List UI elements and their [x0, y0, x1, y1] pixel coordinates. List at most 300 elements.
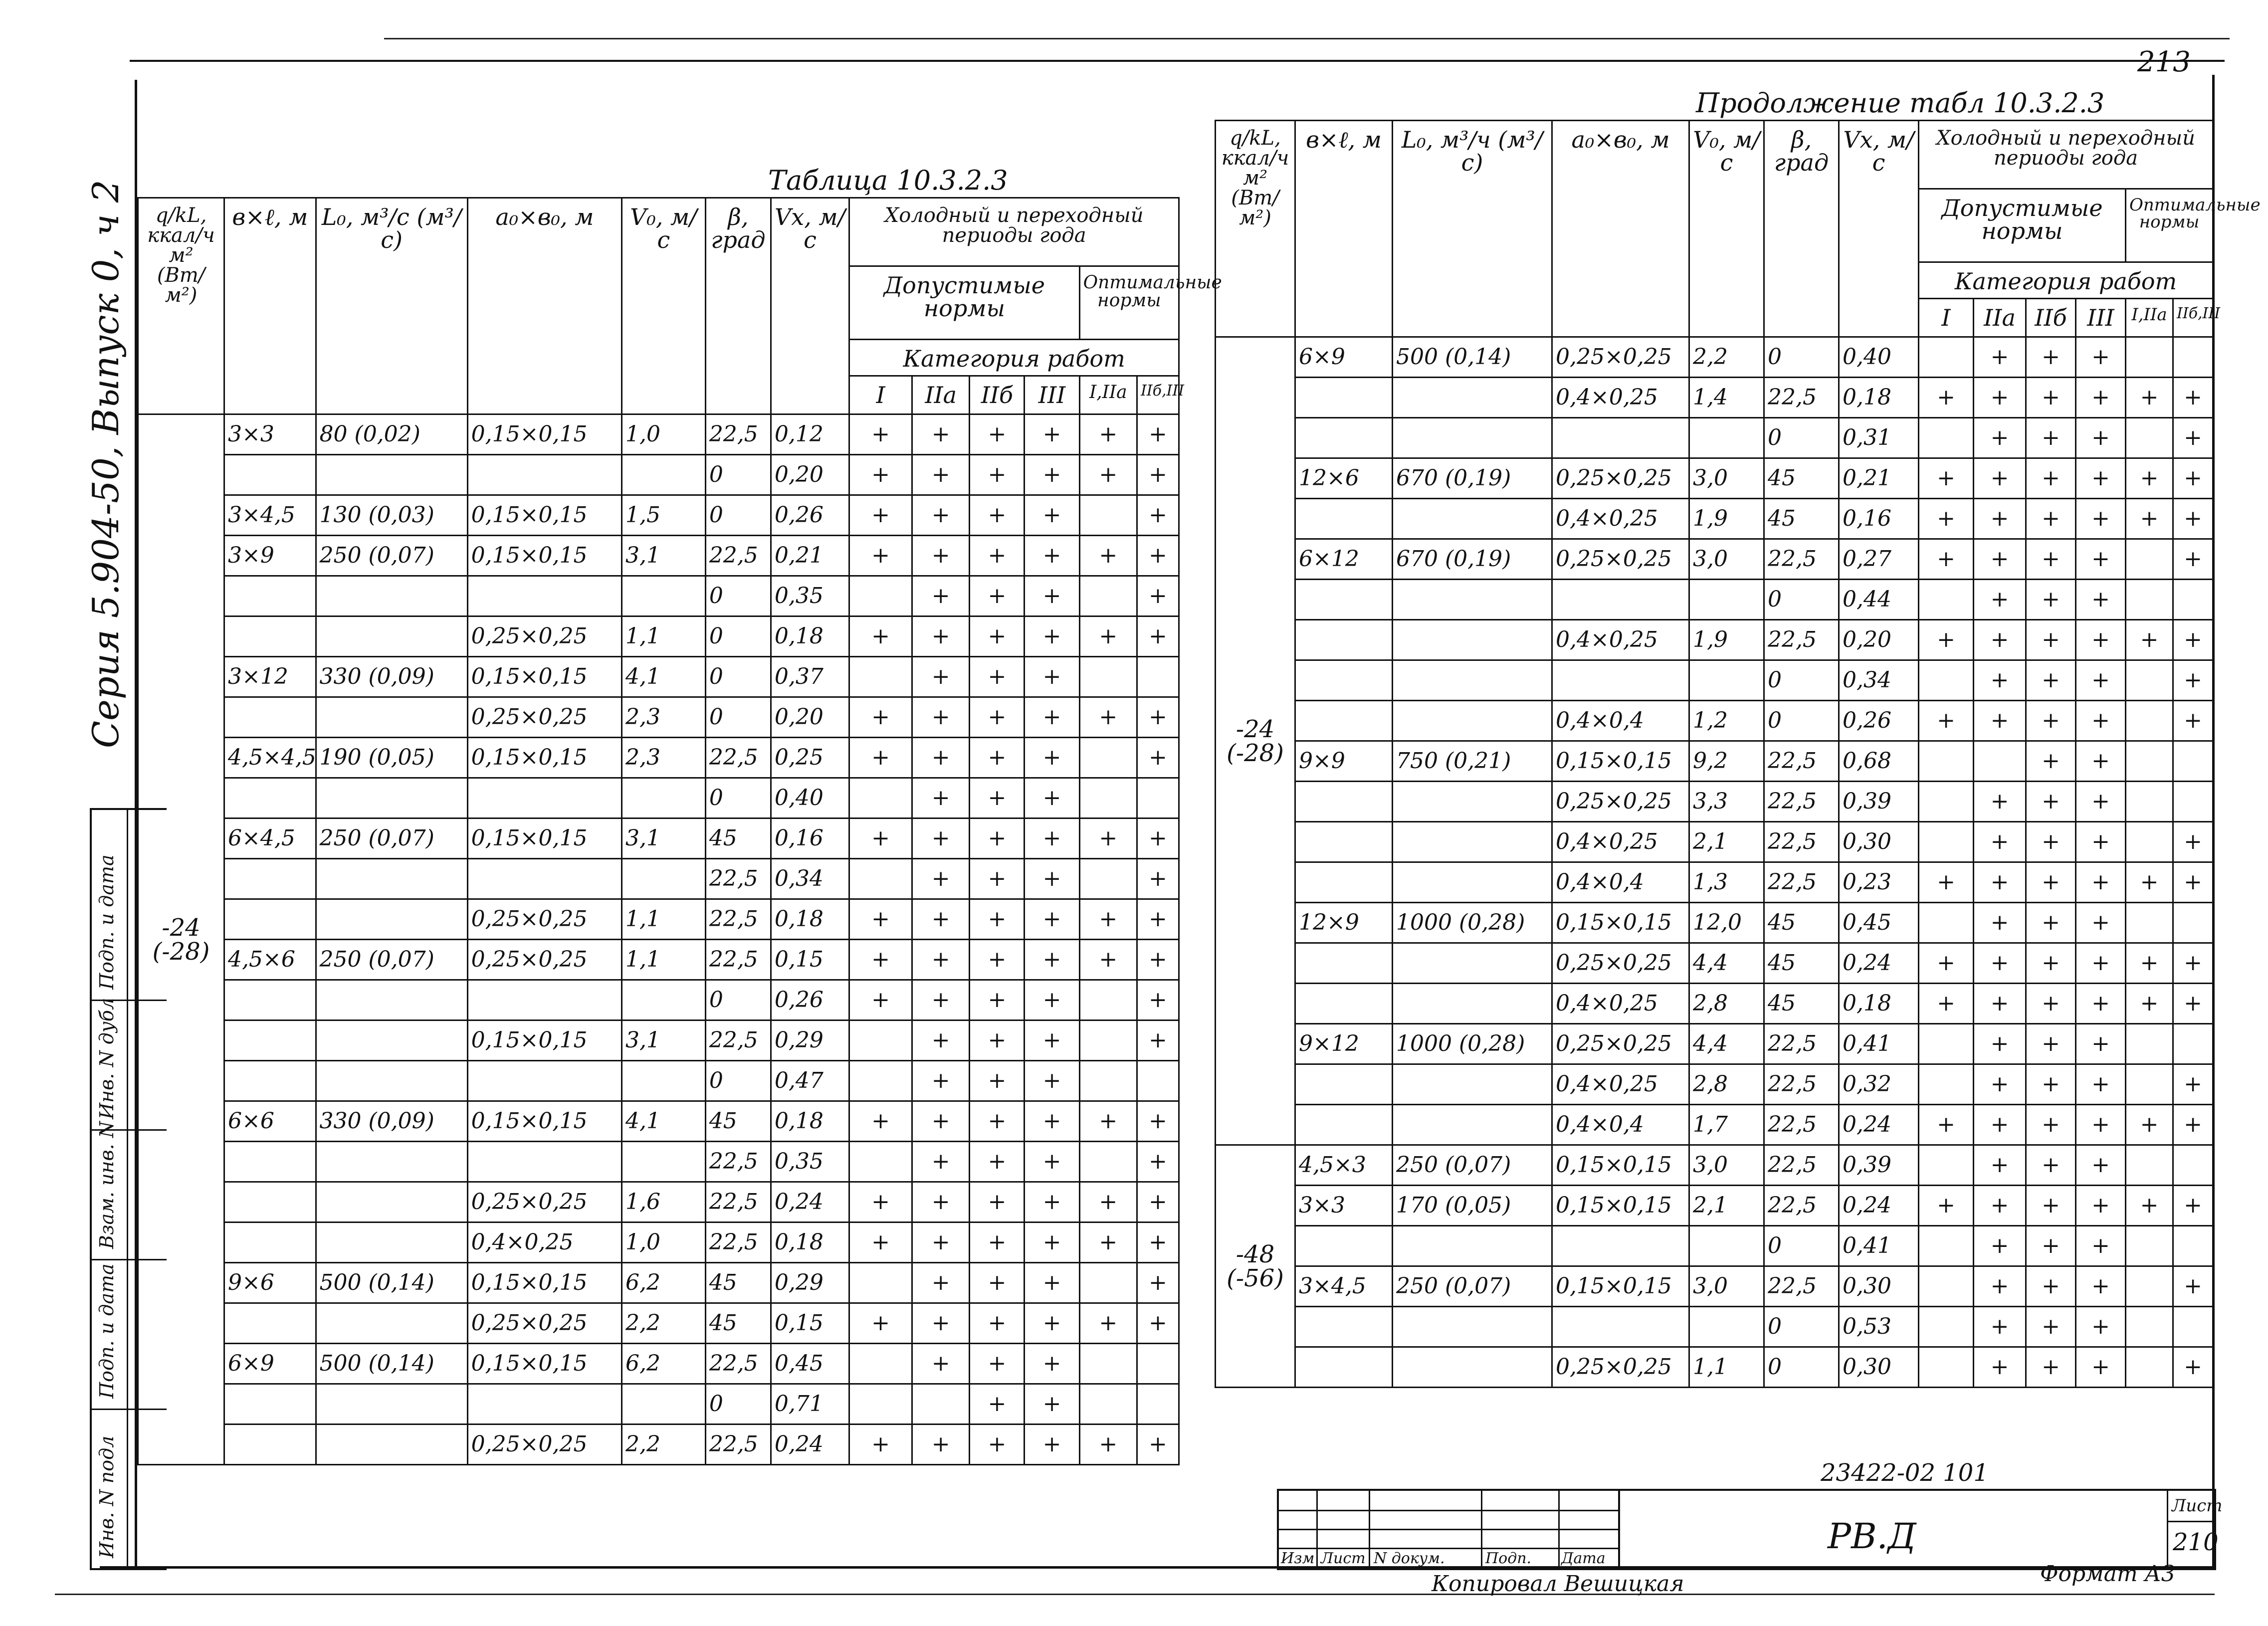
cell-v: 1,1	[622, 940, 706, 980]
cell-mark: +	[1137, 1182, 1179, 1222]
cell-mark	[2126, 822, 2173, 862]
cell-v: 2,2	[1689, 337, 1764, 378]
cell-bl	[224, 778, 316, 818]
cell-vx: 0,24	[1839, 1105, 1919, 1145]
cell-ab: 0,25×0,25	[467, 1303, 621, 1344]
cell-ab: 0,25×0,25	[467, 940, 621, 980]
cell-mark: +	[912, 778, 970, 818]
cell-mark: +	[2026, 580, 2076, 620]
cell-ab: 0,15×0,15	[467, 1020, 621, 1061]
cell-ab: 0,25×0,25	[1552, 1347, 1689, 1388]
cell-ab: 0,15×0,15	[467, 1263, 621, 1303]
cell-mark: +	[2126, 1105, 2173, 1145]
cell-bl	[224, 1222, 316, 1263]
header-period-right: Холодный и переходный периоды года	[1919, 121, 2213, 189]
cell-mark: +	[2173, 701, 2213, 741]
table-row	[1216, 782, 2213, 822]
cell-mark	[1974, 741, 2026, 782]
stamp-col-2: N докум.	[1374, 1550, 1445, 1567]
cell-mark: +	[1137, 940, 1179, 980]
cell-L	[1393, 822, 1552, 862]
cell-mark: +	[2173, 458, 2213, 499]
table-row	[138, 859, 1179, 899]
cell-vx: 0,41	[1839, 1024, 1919, 1064]
cell-mark: +	[2173, 1064, 2213, 1105]
cell-mark: +	[2026, 984, 2076, 1024]
cell-beta: 22,5	[705, 1182, 771, 1222]
cell-L	[316, 455, 467, 495]
cell-mark: +	[1974, 580, 2026, 620]
cell-mark	[1079, 738, 1137, 778]
cell-vx: 0,30	[1839, 1266, 1919, 1307]
table-row	[138, 536, 1179, 576]
cell-mark	[1919, 1347, 1974, 1388]
table-row	[1216, 499, 2213, 539]
cell-beta: 45	[1764, 458, 1839, 499]
cell-mark: +	[1137, 1263, 1179, 1303]
cell-beta: 22,5	[1764, 378, 1839, 418]
table-row	[138, 980, 1179, 1020]
cell-mark	[2126, 337, 2173, 378]
cell-bl	[1295, 499, 1393, 539]
cell-mark: +	[1025, 1061, 1079, 1101]
cell-ab: 0,15×0,15	[467, 536, 621, 576]
cell-beta: 22,5	[705, 1222, 771, 1263]
cell-vx: 0,27	[1839, 539, 1919, 580]
cell-L: 250 (0,07)	[316, 940, 467, 980]
cell-v: 1,9	[1689, 620, 1764, 660]
cell-mark: +	[2026, 1024, 2076, 1064]
cell-L	[1393, 1105, 1552, 1145]
cell-ab: 0,4×0,25	[467, 1222, 621, 1263]
right-data-table	[1215, 120, 2261, 1388]
header-v-right: V₀, м/с	[1689, 121, 1764, 337]
table-row	[1216, 1347, 2213, 1388]
cell-L	[1393, 660, 1552, 701]
cell-L	[1393, 782, 1552, 822]
cell-mark: +	[1919, 984, 1974, 1024]
cell-beta: 0	[705, 1061, 771, 1101]
cell-mark	[1919, 822, 1974, 862]
stamp-col-3: Подп.	[1485, 1550, 1532, 1567]
table-row	[1216, 378, 2213, 418]
cell-mark: +	[912, 818, 970, 859]
cell-mark: +	[1025, 1182, 1079, 1222]
cell-beta: 45	[1764, 903, 1839, 943]
cell-bl: 4,5×3	[1295, 1145, 1393, 1186]
cell-mark: +	[970, 940, 1025, 980]
cell-bl	[1295, 984, 1393, 1024]
table-row	[1216, 1266, 2213, 1307]
cell-vx: 0,18	[771, 1101, 849, 1142]
cell-mark	[2126, 741, 2173, 782]
cell-bl	[1295, 418, 1393, 458]
cell-mark: +	[1025, 899, 1079, 940]
cell-ab: 0,15×0,15	[467, 738, 621, 778]
table-row	[1216, 1064, 2213, 1105]
cell-mark: +	[1137, 697, 1179, 738]
cell-bl: 6×9	[1295, 337, 1393, 378]
header-allowed: Допустимые нормы	[849, 266, 1079, 340]
table-row	[138, 455, 1179, 495]
cell-mark: +	[1025, 940, 1079, 980]
cell-bl	[1295, 580, 1393, 620]
cell-L	[316, 1424, 467, 1465]
cell-mark: +	[970, 1222, 1025, 1263]
cell-ab: 0,15×0,15	[1552, 903, 1689, 943]
cell-mark: +	[2076, 1064, 2126, 1105]
cell-L: 80 (0,02)	[316, 414, 467, 455]
cell-vx: 0,37	[771, 657, 849, 697]
cell-beta: 22,5	[705, 414, 771, 455]
cell-mark: +	[912, 1182, 970, 1222]
cell-mark: +	[2076, 620, 2126, 660]
cell-vx: 0,31	[1839, 418, 1919, 458]
cell-beta: 22,5	[1764, 822, 1839, 862]
cell-v: 4,1	[622, 1101, 706, 1142]
series-side-label: Серия 5.904-50, Выпуск 0, ч 2	[85, 180, 127, 748]
cell-mark: +	[1025, 818, 1079, 859]
cell-mark	[1079, 1020, 1137, 1061]
cell-L	[316, 616, 467, 657]
cell-mark: +	[2126, 984, 2173, 1024]
side-stamp-label-2: Взам. инв. N	[96, 1121, 118, 1249]
cell-beta: 0	[1764, 701, 1839, 741]
cell-bl	[1295, 378, 1393, 418]
cell-bl	[224, 1303, 316, 1344]
cell-bl	[1295, 943, 1393, 984]
cell-v: 1,4	[1689, 378, 1764, 418]
header-cat-I-IIa-right: I,IIa	[2126, 299, 2173, 337]
cell-v: 1,1	[622, 899, 706, 940]
cell-mark	[1137, 1061, 1179, 1101]
cell-mark	[2173, 903, 2213, 943]
cell-mark: +	[1137, 1303, 1179, 1344]
cell-mark: +	[1025, 697, 1079, 738]
cell-mark: +	[1974, 1226, 2026, 1266]
cell-mark: +	[970, 616, 1025, 657]
cell-mark: +	[2076, 378, 2126, 418]
cell-ab	[467, 1384, 621, 1424]
header-L-right: L₀, м³/ч (м³/с)	[1393, 121, 1552, 337]
cell-mark	[1079, 1142, 1137, 1182]
table-row	[1216, 1307, 2213, 1347]
cell-mark	[2126, 1266, 2173, 1307]
cell-mark: +	[1137, 1424, 1179, 1465]
page-number: 213	[2137, 46, 2191, 78]
header-bl: в×ℓ, м	[224, 198, 316, 414]
top-border-line	[130, 60, 2225, 62]
cell-mark	[1919, 418, 1974, 458]
cell-mark: +	[2126, 499, 2173, 539]
cell-mark	[2126, 418, 2173, 458]
header-v: V₀, м/с	[622, 198, 706, 414]
cell-L: 500 (0,14)	[316, 1344, 467, 1384]
cell-mark: +	[1919, 1186, 1974, 1226]
cell-beta: 22,5	[1764, 620, 1839, 660]
cell-bl	[1295, 620, 1393, 660]
cell-mark: +	[2173, 660, 2213, 701]
cell-mark: +	[912, 455, 970, 495]
cell-v	[1689, 660, 1764, 701]
cell-mark: +	[970, 455, 1025, 495]
sheet-format: Формат А3	[2040, 1561, 2175, 1587]
cell-mark: +	[2173, 984, 2213, 1024]
header-ab-right: a₀×в₀, м	[1552, 121, 1689, 337]
cell-mark	[1919, 741, 1974, 782]
cell-mark: +	[2076, 1226, 2126, 1266]
cell-ab: 0,25×0,25	[467, 616, 621, 657]
cell-mark: +	[1025, 1303, 1079, 1344]
cell-ab	[467, 455, 621, 495]
cell-bl: 12×6	[1295, 458, 1393, 499]
cell-v	[1689, 418, 1764, 458]
cell-beta: 0	[1764, 1226, 1839, 1266]
copied-by: Копировал Вешицкая	[1432, 1571, 1684, 1597]
cell-ab: 0,25×0,25	[1552, 782, 1689, 822]
cell-mark: +	[1025, 859, 1079, 899]
cell-mark: +	[849, 899, 912, 940]
cell-ab	[1552, 660, 1689, 701]
cell-vx: 0,29	[771, 1020, 849, 1061]
cell-vx: 0,26	[771, 980, 849, 1020]
cell-mark: +	[2026, 1307, 2076, 1347]
cell-mark: +	[2026, 822, 2076, 862]
cell-mark	[1079, 778, 1137, 818]
cell-mark: +	[2173, 378, 2213, 418]
header-optimal: Оптимальные нормы	[1079, 266, 1179, 340]
cell-mark	[2126, 1145, 2173, 1186]
cell-mark	[849, 859, 912, 899]
cell-v	[622, 1142, 706, 1182]
header-cat-III-right: III	[2076, 299, 2126, 337]
cell-beta: 22,5	[1764, 1145, 1839, 1186]
cell-mark: +	[970, 576, 1025, 616]
cell-vx: 0,12	[771, 414, 849, 455]
cell-L	[316, 1061, 467, 1101]
cell-vx: 0,30	[1839, 822, 1919, 862]
cell-ab: 0,15×0,15	[467, 414, 621, 455]
cell-mark: +	[2026, 1064, 2076, 1105]
cell-L	[316, 778, 467, 818]
header-optimal-right: Оптимальные нормы	[2126, 189, 2213, 262]
table-row	[138, 414, 1179, 455]
cell-mark: +	[2126, 620, 2173, 660]
cell-mark: +	[912, 576, 970, 616]
cell-mark	[849, 1384, 912, 1424]
cell-mark: +	[2026, 862, 2076, 903]
cell-mark: +	[2026, 458, 2076, 499]
cell-mark	[2126, 1226, 2173, 1266]
cell-mark: +	[2076, 701, 2126, 741]
cell-vx: 0,35	[771, 576, 849, 616]
cell-bl	[224, 1424, 316, 1465]
cell-mark: +	[1079, 697, 1137, 738]
right-table-title: Продолжение табл 10.3.2.3	[1696, 87, 2105, 119]
cell-mark: +	[849, 1101, 912, 1142]
cell-L	[1393, 1226, 1552, 1266]
cell-vx: 0,45	[771, 1344, 849, 1384]
header-bl-right: в×ℓ, м	[1295, 121, 1393, 337]
cell-bl: 6×4,5	[224, 818, 316, 859]
cell-mark: +	[2076, 822, 2126, 862]
table-row	[138, 1344, 1179, 1384]
cell-mark: +	[912, 899, 970, 940]
cell-L	[316, 697, 467, 738]
cell-mark: +	[2076, 1105, 2126, 1145]
cell-bl	[1295, 701, 1393, 741]
cell-mark	[1919, 660, 1974, 701]
cell-v: 1,3	[1689, 862, 1764, 903]
cell-bl: 3×3	[224, 414, 316, 455]
cell-mark: +	[1025, 414, 1079, 455]
cell-mark: +	[2076, 580, 2126, 620]
cell-vx: 0,18	[771, 616, 849, 657]
cell-mark: +	[849, 738, 912, 778]
cell-beta: 22,5	[1764, 782, 1839, 822]
cell-beta: 0	[705, 697, 771, 738]
cell-mark: +	[970, 980, 1025, 1020]
cell-L: 330 (0,09)	[316, 1101, 467, 1142]
cell-L: 330 (0,09)	[316, 657, 467, 697]
header-cat-IIb-III-right: IIб,III	[2173, 299, 2213, 337]
cell-mark: +	[1025, 1263, 1079, 1303]
cell-ab: 0,4×0,25	[1552, 378, 1689, 418]
header-category: Категория работ	[849, 340, 1179, 376]
cell-mark: +	[912, 495, 970, 536]
cell-L	[1393, 1347, 1552, 1388]
cell-mark: +	[970, 1142, 1025, 1182]
cell-mark: +	[1974, 943, 2026, 984]
cell-vx: 0,16	[1839, 499, 1919, 539]
cell-ab: 0,4×0,25	[1552, 499, 1689, 539]
cell-beta: 22,5	[1764, 1064, 1839, 1105]
cell-mark	[2126, 660, 2173, 701]
cell-beta: 22,5	[705, 1344, 771, 1384]
cell-mark: +	[849, 495, 912, 536]
cell-mark: +	[2076, 1307, 2126, 1347]
cell-mark: +	[1079, 536, 1137, 576]
cell-mark: +	[2076, 862, 2126, 903]
cell-vx: 0,15	[771, 940, 849, 980]
cell-mark: +	[1137, 859, 1179, 899]
cell-beta: 22,5	[1764, 862, 1839, 903]
cell-beta: 22,5	[705, 1020, 771, 1061]
cell-bl	[224, 1182, 316, 1222]
cell-beta: 22,5	[1764, 1105, 1839, 1145]
cell-mark: +	[1079, 1101, 1137, 1142]
side-stamp-label-0: Инв. N подл	[96, 1435, 118, 1558]
cell-bl	[1295, 1226, 1393, 1266]
cell-mark: +	[912, 980, 970, 1020]
cell-ab: 0,4×0,4	[1552, 862, 1689, 903]
cell-v: 2,3	[622, 697, 706, 738]
cell-mark	[1137, 1384, 1179, 1424]
cell-beta: 45	[705, 1101, 771, 1142]
cell-mark: +	[912, 616, 970, 657]
cell-bl: 3×12	[224, 657, 316, 697]
cell-mark: +	[2076, 458, 2126, 499]
cell-v: 12,0	[1689, 903, 1764, 943]
cell-mark: +	[2026, 539, 2076, 580]
header-beta-right: β, град	[1764, 121, 1839, 337]
cell-mark: +	[2173, 943, 2213, 984]
cell-beta: 45	[705, 1263, 771, 1303]
cell-mark	[1137, 657, 1179, 697]
cell-mark: +	[1025, 738, 1079, 778]
cell-mark: +	[2026, 499, 2076, 539]
cell-mark: +	[1079, 1424, 1137, 1465]
cell-mark	[2126, 1307, 2173, 1347]
cell-L: 130 (0,03)	[316, 495, 467, 536]
cell-beta: 0	[705, 616, 771, 657]
cell-v: 3,3	[1689, 782, 1764, 822]
cell-mark: +	[912, 1263, 970, 1303]
cell-mark: +	[849, 616, 912, 657]
cell-mark: +	[1079, 616, 1137, 657]
cell-mark: +	[1025, 1384, 1079, 1424]
cell-beta: 0	[1764, 1347, 1839, 1388]
table-row	[138, 818, 1179, 859]
cell-L	[316, 1142, 467, 1182]
cell-mark: +	[1974, 1105, 2026, 1145]
cell-mark: +	[1137, 1101, 1179, 1142]
cell-ab	[1552, 418, 1689, 458]
cell-mark	[1079, 1263, 1137, 1303]
table-row	[138, 1182, 1179, 1222]
cell-mark	[2173, 1307, 2213, 1347]
cell-mark: +	[849, 1222, 912, 1263]
cell-L: 750 (0,21)	[1393, 741, 1552, 782]
cell-mark: +	[1079, 899, 1137, 940]
header-beta: β, град	[705, 198, 771, 414]
cell-mark: +	[2026, 1186, 2076, 1226]
cell-mark: +	[1137, 616, 1179, 657]
cell-mark: +	[912, 940, 970, 980]
cell-mark	[1079, 1344, 1137, 1384]
table-row	[138, 616, 1179, 657]
cell-mark: +	[970, 1424, 1025, 1465]
cell-ab	[467, 859, 621, 899]
cell-mark: +	[2173, 1186, 2213, 1226]
cell-beta: 0	[705, 1384, 771, 1424]
cell-v: 2,2	[622, 1424, 706, 1465]
cell-beta: 0	[705, 495, 771, 536]
table-row	[1216, 822, 2213, 862]
table-row	[1216, 418, 2213, 458]
cell-ab	[467, 980, 621, 1020]
cell-mark: +	[2026, 620, 2076, 660]
cell-mark: +	[1974, 660, 2026, 701]
cell-mark: +	[1025, 657, 1079, 697]
cell-mark: +	[1974, 620, 2026, 660]
cell-mark: +	[912, 1344, 970, 1384]
cell-mark	[1919, 1266, 1974, 1307]
cell-mark	[2173, 337, 2213, 378]
cell-ab: 0,4×0,25	[1552, 822, 1689, 862]
cell-vx: 0,23	[1839, 862, 1919, 903]
cell-bl: 9×9	[1295, 741, 1393, 782]
cell-vx: 0,39	[1839, 782, 1919, 822]
cell-L	[316, 899, 467, 940]
cell-mark: +	[912, 1303, 970, 1344]
cell-mark: +	[970, 899, 1025, 940]
cell-ab	[1552, 1307, 1689, 1347]
cell-mark: +	[912, 1424, 970, 1465]
cell-v	[622, 576, 706, 616]
table-row	[138, 738, 1179, 778]
cell-mark: +	[970, 1303, 1025, 1344]
